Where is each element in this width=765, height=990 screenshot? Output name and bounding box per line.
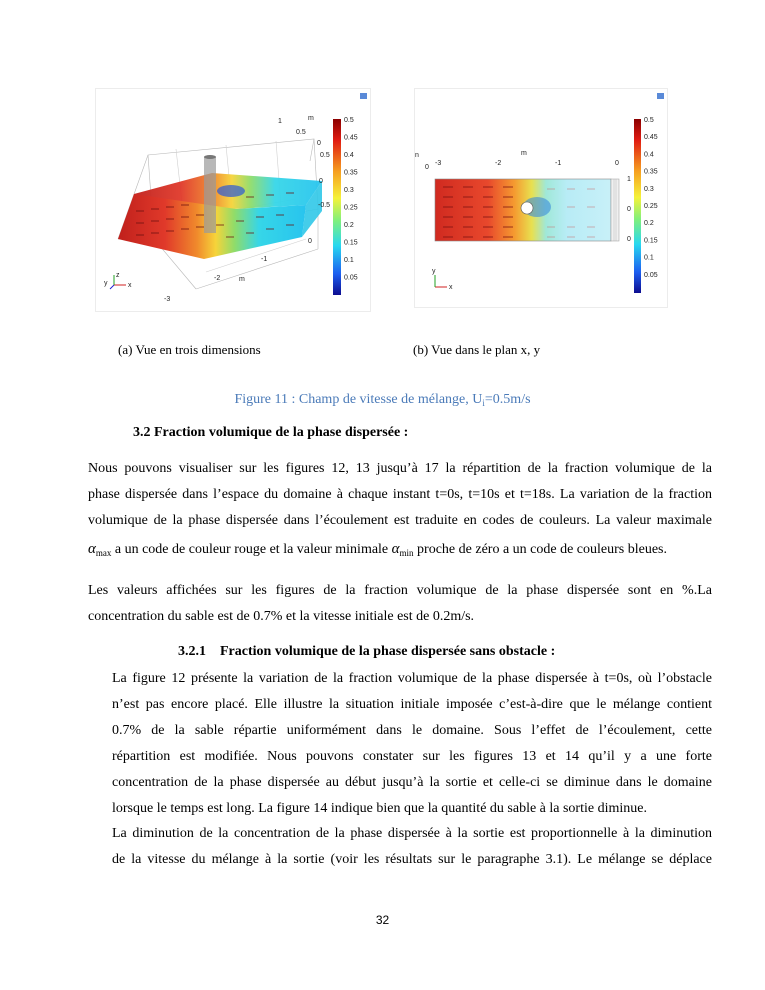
y-tick: 0 [319, 178, 323, 185]
unit-label: m [521, 150, 527, 157]
paragraph-line: répartition est modifiée. Nous pouvons constater sur les figures 13 et 14 qu’il y a une forte [112, 749, 712, 764]
z-tick: 0.5 [296, 129, 306, 136]
paragraph-line: Nous pouvons visualiser sur les figures 12, 13 jusqu’à 17 la répartition de la fraction volumique de la [88, 461, 712, 476]
paragraph-line: 0.7% de la sable répartie uniformément dans le domaine. Sous l’effet de l’écoulement, cette [112, 723, 712, 738]
unit-label: m [308, 115, 314, 122]
axis-triad [104, 272, 132, 289]
x-tick: -3 [164, 296, 171, 303]
colorbar-tick: 0.5 [644, 117, 654, 124]
colorbar-tick: 0.35 [644, 168, 658, 176]
colorbar-tick: 0.45 [644, 134, 658, 142]
paragraph-line: n’est pas encore placé. Elle illustre la situation initiale imposée c’est-à-dire que le mélange contient [112, 697, 712, 712]
colorbar-tick: 0.4 [644, 151, 654, 159]
paragraph-line: concentration du sable est de 0.7% et la vitesse initiale est de 0.2m/s. [88, 609, 475, 624]
x-tick: -2 [214, 275, 221, 282]
velocity-3d-plot [96, 89, 370, 311]
colorbar-ticks [344, 117, 358, 282]
x-tick: 0 [615, 160, 619, 167]
section-heading: 3.2 Fraction volumique de la phase dispersée : [133, 425, 409, 440]
x-tick: -1 [555, 160, 562, 167]
export-icon[interactable] [360, 93, 367, 99]
colorbar-tick: 0.2 [344, 222, 354, 229]
colorbar-tick: 0.3 [344, 187, 354, 194]
paragraph-line: La figure 12 présente la variation de la fraction volumique de la phase dispersée à t=0s, où l’obstacle [112, 671, 712, 686]
colorbar-tick: 0.4 [344, 152, 354, 159]
y-tick: 0.5 [320, 152, 330, 159]
paragraph-line-alpha: $\alpha_{max}$ a un code de couleur rouge et la valeur minimale $\alpha_{min}$ proche de zéro a un code de couleurs bleues. [88, 541, 667, 558]
figure-caption: Figure 11 : Champ de vitesse de mélange, $U_i=0.5m/s$ [234, 392, 531, 408]
paragraph-line: phase dispersée dans l’espace du domaine à chaque instant t=0s, t=10s et t=18s. La variation de la fraction [88, 487, 712, 502]
z-tick: 1 [278, 118, 282, 125]
figure-3d-view [95, 88, 371, 312]
page-number: 32 [375, 913, 390, 927]
colorbar [333, 119, 341, 295]
colorbar-tick: 0.1 [644, 254, 654, 262]
svg-text:x: x [449, 284, 453, 291]
export-icon[interactable] [657, 93, 664, 99]
colorbar-ticks [644, 117, 658, 279]
figure-xy-view [414, 88, 668, 308]
obstacle-cylinder [204, 157, 216, 233]
side-tick: 0 [627, 236, 631, 243]
subfigure-label-a: (a) Vue en trois dimensions [118, 342, 261, 357]
colorbar-tick: 0.5 [344, 117, 354, 124]
svg-text:y: y [432, 268, 436, 275]
obstacle [521, 202, 533, 214]
side-tick: 1 [627, 176, 631, 183]
x-tick: 0 [308, 238, 312, 245]
colorbar-tick: 0.3 [644, 185, 654, 193]
colorbar [634, 119, 641, 293]
x-tick: -2 [495, 160, 502, 167]
colorbar-tick: 0.05 [644, 271, 658, 279]
paragraph-line: volumique de la phase dispersée dans l’écoulement est traduite en codes de couleurs. La valeur maximale [88, 513, 712, 528]
colorbar-tick: 0.25 [644, 203, 658, 210]
colorbar-tick: 0.45 [344, 134, 358, 142]
colorbar-tick: 0.15 [644, 237, 658, 245]
axis-triad [432, 268, 453, 291]
unit-label: n [415, 152, 419, 159]
y-tick: -0.5 [318, 202, 331, 209]
x-tick: -3 [435, 160, 442, 167]
colorbar-tick: 0.15 [344, 239, 358, 247]
unit-label: m [239, 276, 245, 283]
svg-text:x: x [128, 282, 132, 289]
svg-text:y: y [104, 280, 108, 287]
alpha-max: α [88, 541, 96, 557]
subfigure-label-b: (b) Vue dans le plan x, y [413, 342, 541, 357]
colorbar-tick: 0.2 [644, 220, 654, 228]
alpha-min: α [391, 541, 400, 557]
subsection-heading: 3.2.1 Fraction volumique de la phase dispersée sans obstacle : [178, 644, 556, 659]
paragraph-line: concentration de la phase dispersée au début jusqu’à la sortie et celle-ci se diminue dans le domaine [112, 775, 712, 790]
svg-text:z: z [116, 272, 120, 279]
paragraph-line: de la vitesse du mélange à la sortie (voir les résultats sur le paragraphe 3.1). Le mélange se déplace [112, 852, 712, 867]
velocity-xy-plot [415, 89, 667, 307]
colorbar-tick: 0.1 [344, 257, 354, 264]
paragraph-line: lorsque le temps est long. La figure 14 indique bien que la quantité du sable à la sortie diminue. [112, 801, 647, 816]
x-tick: -1 [261, 256, 268, 263]
colorbar-tick: 0.35 [344, 169, 358, 177]
paragraph-line: Les valeurs affichées sur les figures de la fraction volumique de la phase dispersée sont en %.La [88, 583, 712, 598]
paragraph-line: La diminution de la concentration de la phase dispersée à la sortie est proportionnelle à la diminution [112, 826, 712, 841]
side-tick: 0 [627, 206, 631, 213]
x-tick: 0 [425, 164, 429, 171]
colorbar-tick: 0.25 [344, 204, 358, 212]
z-tick: 0 [317, 140, 321, 147]
colorbar-tick: 0.05 [344, 274, 358, 282]
